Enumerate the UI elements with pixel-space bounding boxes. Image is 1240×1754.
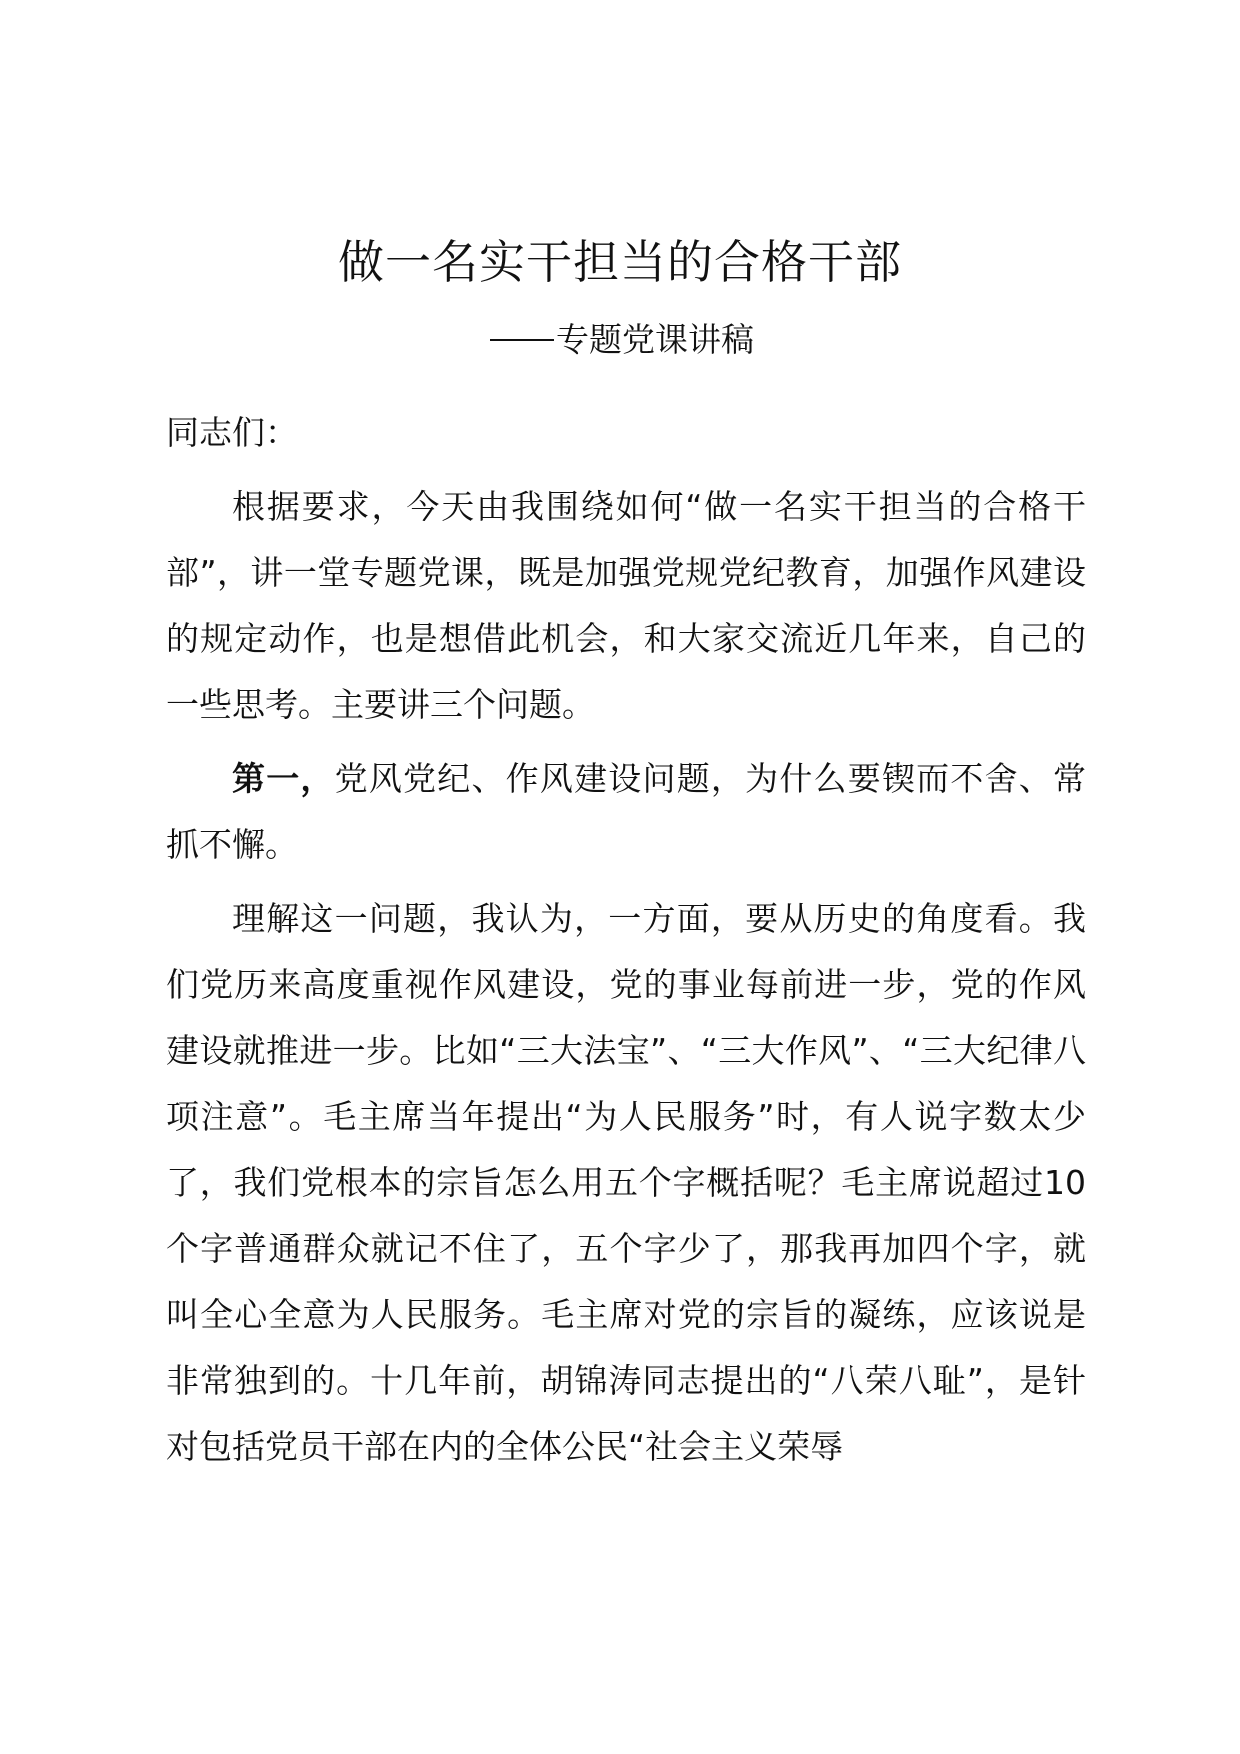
intro-paragraph: 根据要求，今天由我围绕如何“做一名实干担当的合格干部”，讲一堂专题党课，既是加强党规党纪教育，加强作风建设的规定动作，也是想借此机会，和大家交流近几年来，自己的一些思考。主要讲三个问题。 bbox=[166, 487, 1086, 724]
section-one-heading bbox=[166, 746, 1086, 878]
section-one-heading-text: 党风党纪、作风建设问题， bbox=[334, 759, 746, 798]
em-dash-line bbox=[490, 339, 554, 341]
history-paragraph: 理解这一问题，我认为，一方面，要从历史的角度看。我们党历来高度重视作风建设，党的事业每前进一步，党的作风建设就推进一步。比如“三大法宝”、“三大作风”、“三大纪律八项注意”。毛主席当年提出“为人民服务”时，有人说字数太少了，我们党根本的宗旨怎么用五个字概括呢？毛主席说超过10个字普通群众就记不住了，五个字少了，那我再加四个字，就叫全心全意为人民服务。毛主席对党的宗旨的凝练，应该说是非常独到的。十几年前，胡锦涛同志提出的“八荣八耻”，是针对包括党员干部在内的全体公民“社会主义荣辱 bbox=[166, 899, 1086, 1466]
subtitle-text: 专题党课讲稿 bbox=[556, 320, 754, 359]
greeting: 同志们： bbox=[166, 413, 298, 452]
document-title: 做一名实干担当的合格干部 bbox=[338, 235, 902, 289]
section-one-label: 第一， bbox=[232, 759, 335, 798]
document-body bbox=[166, 400, 1086, 1488]
section-one-heading-rest: 为什么要锲而不舍、常抓不懈。 bbox=[166, 759, 1087, 864]
document-subtitle bbox=[490, 318, 990, 362]
